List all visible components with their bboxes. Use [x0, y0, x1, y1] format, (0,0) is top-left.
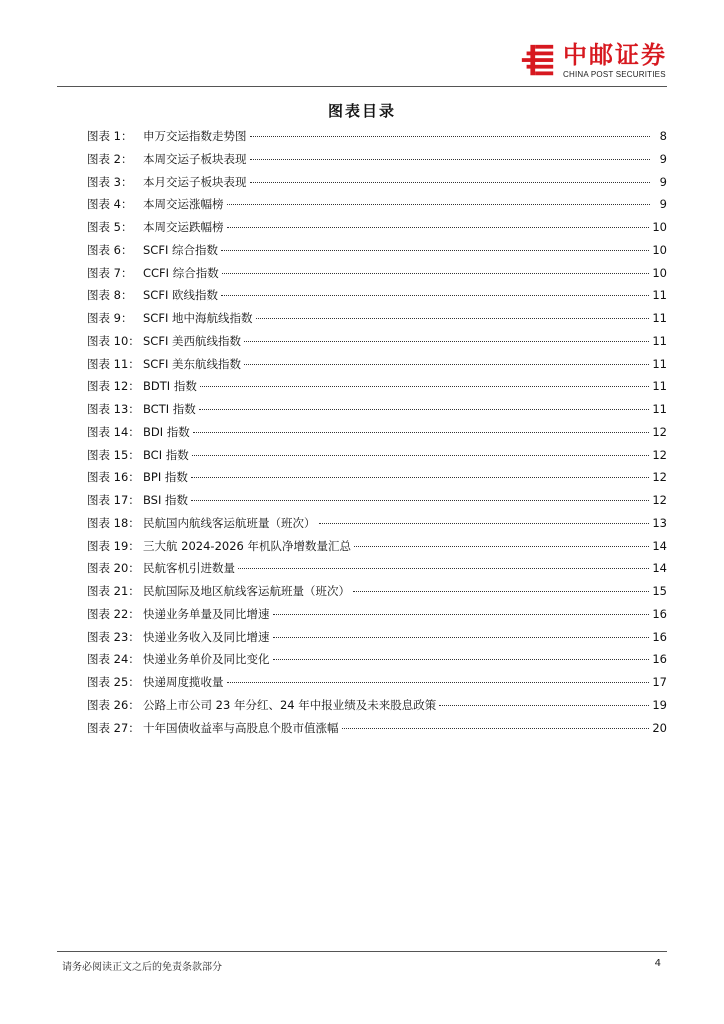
toc-entry[interactable]	[87, 128, 667, 151]
toc-entry-number: 图表 16：	[87, 470, 140, 485]
toc-entry-number: 图表 3：	[87, 174, 133, 189]
toc-entry-page: 11	[652, 333, 667, 348]
toc-entry-title: 快递周度揽收量	[143, 675, 224, 689]
toc-entry-page: 16	[652, 652, 667, 667]
toc-entry-title: SCFI 美东航线指数	[143, 356, 241, 371]
toc-entry[interactable]	[87, 651, 667, 674]
toc-entry-title: 申万交运指数走势图	[143, 129, 247, 143]
toc-entry-page: 12	[652, 424, 667, 439]
toc-entry-number: 图表 14：	[87, 424, 140, 439]
toc-dot-leader	[199, 409, 650, 410]
toc-entry[interactable]	[87, 469, 667, 492]
toc-entry-page: 9	[659, 197, 667, 212]
toc-entry-page: 10	[652, 220, 667, 234]
toc-entry-number: 图表 9：	[87, 311, 133, 325]
toc-entry-title: 本周交运涨幅榜	[143, 197, 224, 212]
toc-entry-title: BCI 指数	[143, 447, 189, 462]
toc-entry-number: 图表 25：	[87, 675, 140, 689]
toc-entry-title: 民航国内航线客运航班量（班次）	[143, 515, 316, 530]
toc-dot-leader	[192, 455, 650, 456]
toc-entry[interactable]	[87, 697, 667, 720]
toc-dot-leader	[354, 546, 649, 547]
toc-entry-title: 民航国际及地区航线客运航班量（班次）	[143, 584, 350, 598]
toc-dot-leader	[193, 432, 650, 433]
toc-dot-leader	[273, 637, 650, 638]
toc-entry-page: 11	[652, 379, 667, 394]
toc-entry-number: 图表 1：	[87, 129, 133, 143]
toc-entry-number: 图表 10：	[87, 333, 140, 348]
toc-entry-number: 图表 19：	[87, 538, 140, 553]
toc-entry-page: 11	[652, 311, 667, 325]
toc-entry-number: 图表 17：	[87, 493, 140, 507]
toc-entry[interactable]	[87, 174, 667, 197]
toc-entry-page: 14	[652, 538, 667, 553]
toc-entry-page: 10	[652, 242, 667, 257]
page-header	[57, 40, 667, 87]
toc-entry-page: 12	[652, 493, 667, 507]
toc-entry-title: SCFI 美西航线指数	[143, 333, 241, 348]
toc-dot-leader	[221, 295, 649, 296]
toc-entry-number: 图表 12：	[87, 379, 140, 394]
toc-entry[interactable]	[87, 515, 667, 538]
toc-entry-page: 20	[652, 720, 667, 735]
toc-entry-title: 本月交运子板块表现	[143, 174, 247, 189]
toc-entry-title: 三大航 2024-2026 年机队净增数量汇总	[143, 538, 351, 553]
toc-entry-title: BDTI 指数	[143, 379, 197, 394]
toc-entry-number: 图表 8：	[87, 288, 133, 303]
toc-entry-number: 图表 27：	[87, 720, 140, 735]
toc-entry-number: 图表 5：	[87, 220, 133, 234]
toc-entry-page: 9	[659, 151, 667, 166]
toc-entry[interactable]	[87, 720, 667, 743]
page-footer	[57, 951, 667, 973]
toc-entry[interactable]	[87, 447, 667, 470]
toc-entry[interactable]	[87, 424, 667, 447]
toc-entry-title: BPI 指数	[143, 470, 188, 485]
toc-entry-number: 图表 24：	[87, 652, 140, 667]
toc-entry-page: 11	[652, 288, 667, 303]
toc-entry-number: 图表 2：	[87, 151, 133, 166]
toc-dot-leader	[250, 136, 651, 137]
toc-dot-leader	[227, 682, 650, 683]
toc-entry-title: CCFI 综合指数	[143, 265, 219, 280]
toc-entry[interactable]	[87, 401, 667, 424]
toc-entry-page: 13	[652, 515, 667, 530]
toc-entry-page: 15	[652, 584, 667, 598]
toc-dot-leader	[319, 523, 650, 524]
toc-dot-leader	[200, 386, 650, 387]
toc-entry[interactable]	[87, 378, 667, 401]
toc-entry-page: 11	[652, 402, 667, 416]
toc-entry-page: 14	[652, 561, 667, 576]
toc-entry[interactable]	[87, 629, 667, 652]
toc-entry[interactable]	[87, 151, 667, 174]
page-title: 图表目录	[327, 102, 396, 120]
toc-entry-page: 10	[652, 265, 667, 280]
toc-entry-page: 12	[652, 470, 667, 485]
toc-entry-number: 图表 7：	[87, 265, 133, 280]
toc-entry-page: 12	[652, 447, 667, 462]
toc-entry-title: SCFI 欧线指数	[143, 288, 218, 303]
toc-entry-number: 图表 20：	[87, 561, 140, 576]
toc-dot-leader	[273, 659, 650, 660]
toc-entry-page: 19	[652, 697, 667, 712]
toc-entry-title: BSI 指数	[143, 493, 189, 507]
china-post-logo-icon	[519, 42, 557, 80]
toc-entry[interactable]	[87, 606, 667, 629]
toc-entry-title: 快递业务收入及同比增速	[143, 629, 270, 644]
toc-dot-leader	[222, 273, 650, 274]
toc-entry-number: 图表 26：	[87, 697, 140, 712]
toc-dot-leader	[244, 364, 649, 365]
toc-entry-title: BCTI 指数	[143, 402, 196, 416]
toc-entry-title: 快递业务单量及同比增速	[143, 606, 270, 621]
toc-entry[interactable]	[87, 196, 667, 219]
toc-entry[interactable]	[87, 265, 667, 288]
figure-table-of-contents	[87, 128, 667, 742]
toc-entry-number: 图表 22：	[87, 606, 140, 621]
toc-dot-leader	[439, 705, 649, 706]
toc-dot-leader	[227, 227, 650, 228]
toc-entry-page: 16	[652, 606, 667, 621]
brand-logo	[519, 42, 667, 82]
toc-entry-title: 十年国债收益率与高股息个股市值涨幅	[143, 720, 339, 735]
toc-dot-leader	[221, 250, 649, 251]
toc-dot-leader	[250, 182, 651, 183]
toc-dot-leader	[250, 159, 651, 160]
toc-dot-leader	[227, 204, 651, 205]
toc-entry-number: 图表 21：	[87, 584, 140, 598]
toc-entry-number: 图表 13：	[87, 402, 140, 416]
toc-entry-title: 本周交运子板块表现	[143, 151, 247, 166]
toc-entry-number: 图表 4：	[87, 197, 133, 212]
toc-entry-page: 8	[659, 129, 667, 143]
logo-english-name: CHINA POST SECURITIES	[563, 70, 666, 79]
toc-entry[interactable]	[87, 356, 667, 379]
toc-entry-number: 图表 11：	[87, 356, 140, 371]
toc-dot-leader	[342, 728, 650, 729]
toc-entry[interactable]	[87, 560, 667, 583]
toc-entry-title: BDI 指数	[143, 424, 190, 439]
toc-entry[interactable]	[87, 242, 667, 265]
toc-entry-title: SCFI 地中海航线指数	[143, 311, 253, 325]
toc-entry-title: 民航客机引进数量	[143, 561, 235, 576]
toc-entry-page: 17	[652, 675, 667, 689]
toc-dot-leader	[256, 318, 650, 319]
toc-entry-page: 9	[659, 174, 667, 189]
toc-entry-number: 图表 15：	[87, 447, 140, 462]
toc-dot-leader	[273, 614, 650, 615]
toc-entry[interactable]	[87, 583, 667, 606]
toc-dot-leader	[353, 591, 649, 592]
toc-entry-title: 快递业务单价及同比变化	[143, 652, 270, 667]
toc-dot-leader	[191, 500, 649, 501]
toc-entry[interactable]	[87, 674, 667, 697]
toc-entry-title: 公路上市公司 23 年分红、24 年中报业绩及未来股息政策	[143, 697, 437, 712]
toc-entry-title: 本周交运跌幅榜	[143, 220, 224, 234]
toc-entry[interactable]	[87, 333, 667, 356]
toc-entry-number: 图表 18：	[87, 515, 140, 530]
toc-entry-number: 图表 23：	[87, 629, 140, 644]
toc-dot-leader	[238, 568, 649, 569]
toc-entry-page: 11	[652, 356, 667, 371]
toc-entry-title: SCFI 综合指数	[143, 242, 218, 257]
toc-entry[interactable]	[87, 287, 667, 310]
toc-dot-leader	[191, 477, 649, 478]
toc-entry[interactable]	[87, 310, 667, 333]
toc-dot-leader	[244, 341, 649, 342]
toc-entry[interactable]	[87, 219, 667, 242]
toc-entry-page: 16	[652, 629, 667, 644]
footer-disclaimer: 请务必阅读正文之后的免责条款部分	[62, 962, 222, 973]
footer-page-number: 4	[654, 958, 661, 969]
toc-entry[interactable]	[87, 492, 667, 515]
toc-entry[interactable]	[87, 538, 667, 561]
logo-chinese-name: 中邮证券	[563, 41, 667, 69]
toc-entry-number: 图表 6：	[87, 242, 133, 257]
